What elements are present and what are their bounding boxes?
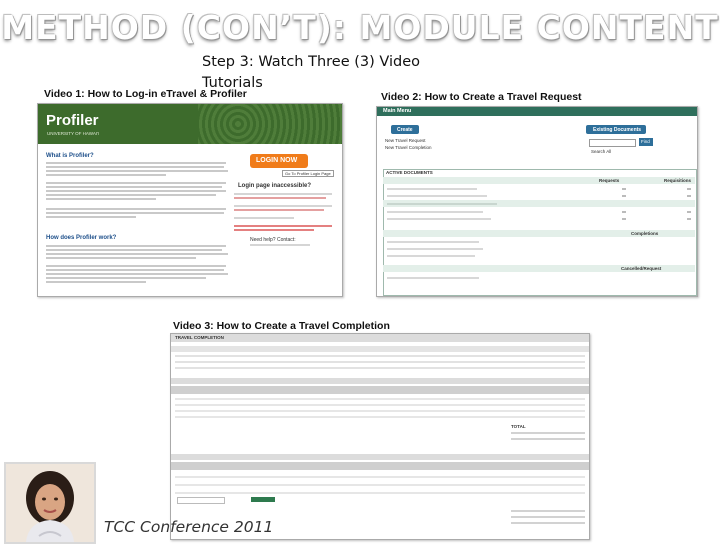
active-documents-heading: ACTIVE DOCUMENTS bbox=[386, 170, 433, 175]
video3-thumbnail[interactable] bbox=[170, 333, 590, 540]
new-travel-completion-link[interactable]: New Travel Completion bbox=[385, 145, 432, 150]
existing-documents-label: Existing Documents bbox=[593, 127, 642, 133]
video1-caption: Video 1: How to Log-in eTravel & Profiler bbox=[44, 88, 247, 100]
step-instruction: Step 3: Watch Three (3) Video Tutorials bbox=[202, 54, 421, 91]
login-now-label: LOGIN NOW bbox=[256, 157, 298, 164]
completion-title: TRAVEL COMPLETION bbox=[175, 335, 224, 340]
presenter-photo-graphic bbox=[6, 464, 94, 542]
inaccessible-heading: Login page inaccessible? bbox=[238, 183, 312, 189]
main-menu-label: Main Menu bbox=[383, 108, 412, 114]
create-label: Create bbox=[397, 127, 413, 133]
video1-thumbnail[interactable] bbox=[37, 103, 343, 297]
completions-column-header: Completions bbox=[631, 231, 659, 236]
help-line: Need help? Contact: bbox=[250, 237, 296, 243]
find-label: Find bbox=[641, 139, 650, 144]
conference-footer: TCC Conference 2011 bbox=[104, 518, 274, 536]
profiler-brand: Profiler bbox=[46, 112, 99, 129]
new-travel-request-link[interactable]: New Travel Request bbox=[385, 138, 426, 143]
main-menu-bar bbox=[377, 107, 697, 116]
completion-top-bar bbox=[171, 334, 589, 342]
add-expense-button[interactable] bbox=[251, 497, 275, 502]
document-search-input[interactable] bbox=[589, 139, 636, 147]
profiler-heading2: How does Profiler work? bbox=[46, 235, 117, 241]
requisitions-column-header: Requisitions bbox=[664, 178, 692, 183]
search-all-link[interactable]: Search All bbox=[591, 149, 612, 154]
video3-caption: Video 3: How to Create a Travel Completion bbox=[173, 320, 390, 332]
profiler-subbrand: UNIVERSITY OF HAWAI‘I bbox=[47, 131, 100, 136]
total-label: TOTAL bbox=[511, 424, 526, 429]
profiler-heading1: What is Profiler? bbox=[46, 153, 94, 159]
cancelled-column-header: Cancelled/Request bbox=[621, 266, 662, 271]
requests-column-header: Requests bbox=[599, 178, 620, 183]
presenter-photo bbox=[4, 462, 96, 544]
expense-select[interactable] bbox=[177, 497, 225, 504]
slide-title: METHOD (CON’T): MODULE CONTENT bbox=[1, 8, 719, 47]
header-pattern bbox=[198, 104, 342, 144]
login-tooltip: Go To Profiler Login Page bbox=[282, 170, 334, 177]
video2-thumbnail[interactable] bbox=[376, 106, 698, 297]
video2-caption: Video 2: How to Create a Travel Request bbox=[381, 91, 582, 103]
